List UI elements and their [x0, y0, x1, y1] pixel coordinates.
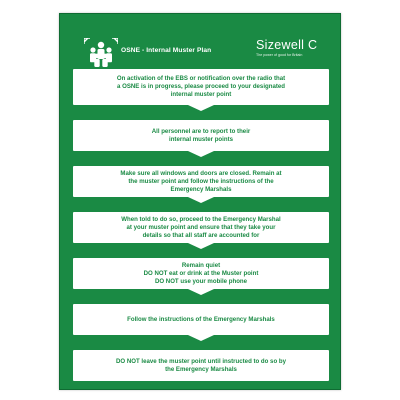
step-line: a OSNE is in progress, please proceed to your designated: [117, 83, 285, 90]
step-7: [73, 350, 329, 381]
step-box: [73, 69, 329, 105]
step-line: Remain quiet: [181, 261, 221, 269]
step-3: [73, 166, 329, 197]
chevron-down-icon: [188, 151, 214, 157]
steps-list: [73, 69, 329, 396]
step-line: at your muster point and ensure that they take your: [126, 223, 276, 231]
step-line: the muster point and follow the instructions of the: [128, 177, 274, 185]
step-1: [73, 69, 329, 105]
step-box: [73, 304, 329, 335]
step-line: On activation of the EBS or notification over the radio that: [116, 75, 286, 82]
brand-logo: [256, 39, 317, 57]
step-4: [73, 212, 329, 243]
brand-tagline: The power of good for Britain: [256, 53, 303, 57]
step-box: [73, 350, 329, 381]
step-line: When told to do so, proceed to the Emergency Marshal: [121, 215, 281, 223]
brand-name: Sizewell C: [256, 38, 318, 52]
step-box: [73, 212, 329, 243]
step-line: Emergency Marshals: [170, 185, 232, 193]
step-line: DO NOT use your mobile phone: [154, 277, 248, 285]
step-line: DO NOT leave the muster point until instructed to do so by: [116, 357, 286, 365]
chevron-down-icon: [188, 335, 214, 341]
step-line: Make sure all windows and doors are closed. Remain at: [120, 169, 282, 177]
step-6: [73, 304, 329, 335]
step-line: DO NOT eat or drink at the Muster point: [143, 269, 259, 277]
step-line: internal muster point: [170, 91, 232, 98]
step-line: details so that all staff are accounted for: [142, 231, 260, 239]
step-box: [73, 120, 329, 151]
step-line: All personnel are to report to their: [151, 127, 251, 135]
chevron-down-icon: [188, 105, 214, 111]
chevron-down-icon: [188, 197, 214, 203]
people-group-muster-icon: [84, 38, 118, 68]
chevron-down-icon: [188, 243, 214, 249]
step-line: Follow the instructions of the Emergency Marshals: [127, 315, 275, 323]
step-5: [73, 258, 329, 289]
step-line: the Emergency Marshals: [165, 365, 237, 373]
step-box: [73, 258, 329, 289]
muster-plan-sign: [59, 13, 341, 390]
sign-header: [60, 14, 340, 66]
chevron-down-icon: [188, 289, 214, 295]
step-line: internal muster points: [169, 135, 233, 143]
step-box: [73, 166, 329, 197]
step-2: [73, 120, 329, 151]
page-title: OSNE - Internal Muster Plan: [121, 47, 212, 54]
